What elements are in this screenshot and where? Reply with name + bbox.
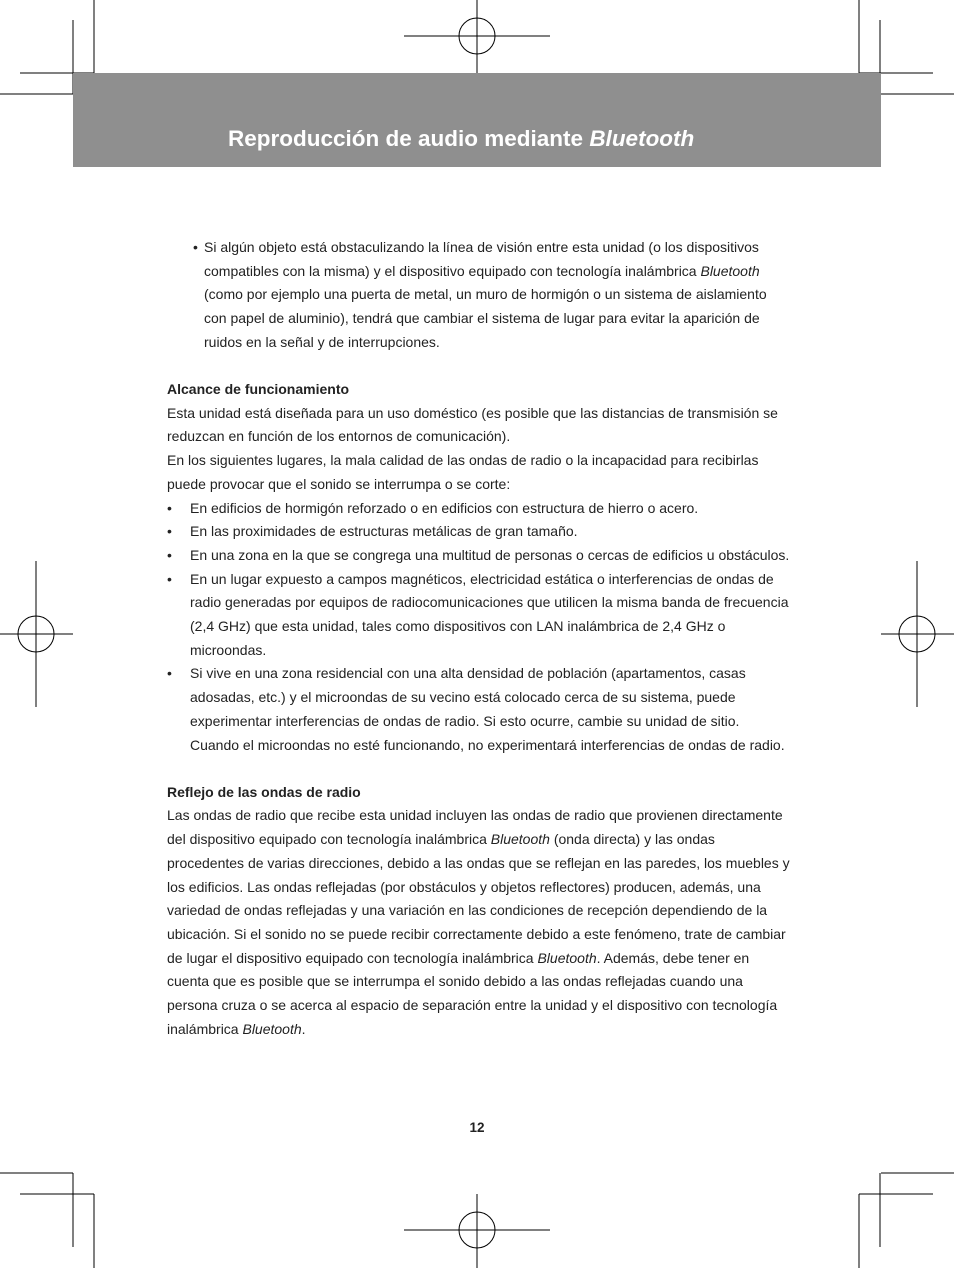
intro-bullet-list [167,236,791,355]
header-banner [73,73,881,167]
paragraph: Las ondas de radio que recibe esta unidad incluyen las ondas de radio que provienen directamente del dispositivo equipado con tecnología inalámbrica Bluetooth (onda directa) y las ondas procedentes de varias direcciones, debido a las ondas que se reflejan en las paredes, los muebles y los edificios. Las ondas reflejadas (por obstáculos y objetos reflectores) producen, además, una variedad de ondas reflejadas y una variación en las condiciones de recepción dependiendo de la ubicación. Si el sonido no se puede recibir correctamente debido a este fenómeno, trate de cambiar de lugar el dispositivo equipado con tecnología inalámbrica Bluetooth. Además, debe tener en cuenta que es posible que se interrumpa el sonido debido a las ondas reflejadas cuando una persona cruza o se acerca al espacio de separación entre la unidad y el dispositivo con tecnología inalámbrica Bluetooth. [167,807,790,1037]
list-item: • En una zona en la que se congrega una multitud de personas o cercas de edificios u obstáculos. [167,544,791,568]
page-number: 12 [469,1120,485,1135]
section-title-operating-range: Alcance de funcionamiento [167,381,350,398]
page-title-italic: Bluetooth [589,126,695,151]
list-item: • En un lugar expuesto a campos magnéticos, electricidad estática o interferencias de ondas de radio generadas por equipos de radiocomunicaciones que utilicen la misma banda de frecuencia (2,4 GHz) que esta unidad, tales como dispositivos con LAN inalámbrica de 2,4 GHz o microondas. [167,568,791,663]
page-title [228,126,694,152]
list-item: • En edificios de hormigón reforzado o en edificios con estructura de hierro o acero. [167,497,791,521]
list-item: • Si algún objeto está obstaculizando la línea de visión entre esta unidad (o los dispositivos compatibles con la misma) y el dispositivo equipado con tecnología inalámbrica Bluetooth (como por ejemplo una puerta de metal, un muro de hormigón o un sistema de aislamiento con papel de aluminio), tendrá que cambiar el sistema de lugar para evitar la aparición de ruidos en la señal y de interrupciones. [193,236,791,355]
page-title-text: Reproducción de audio mediante [228,126,584,151]
list-item: • Si vive en una zona residencial con una alta densidad de población (apartamentos, casas adosadas, etc.) y el microondas de su vecino está colocado cerca de su sistema, puede experimentar interferencias de ondas de radio. Si esto ocurre, cambie su unidad de sitio. Cuando el microondas no esté funcionando, no experimentará interferencias de ondas de radio. [167,662,791,757]
paragraph: En los siguientes lugares, la mala calidad de las ondas de radio o la incapacidad para recibirlas puede provocar que el sonido se interrumpa o se corte: [167,452,759,492]
operating-range-bullet-list [167,497,791,758]
paragraph: Esta unidad está diseñada para un uso doméstico (es posible que las distancias de transmisión se reduzcan en función de los entornos de comunicación). [167,404,778,445]
content [167,236,791,1042]
section-title-reflection: Reflejo de las ondas de radio [167,783,361,800]
list-item: • En las proximidades de estructuras metálicas de gran tamaño. [167,520,791,544]
